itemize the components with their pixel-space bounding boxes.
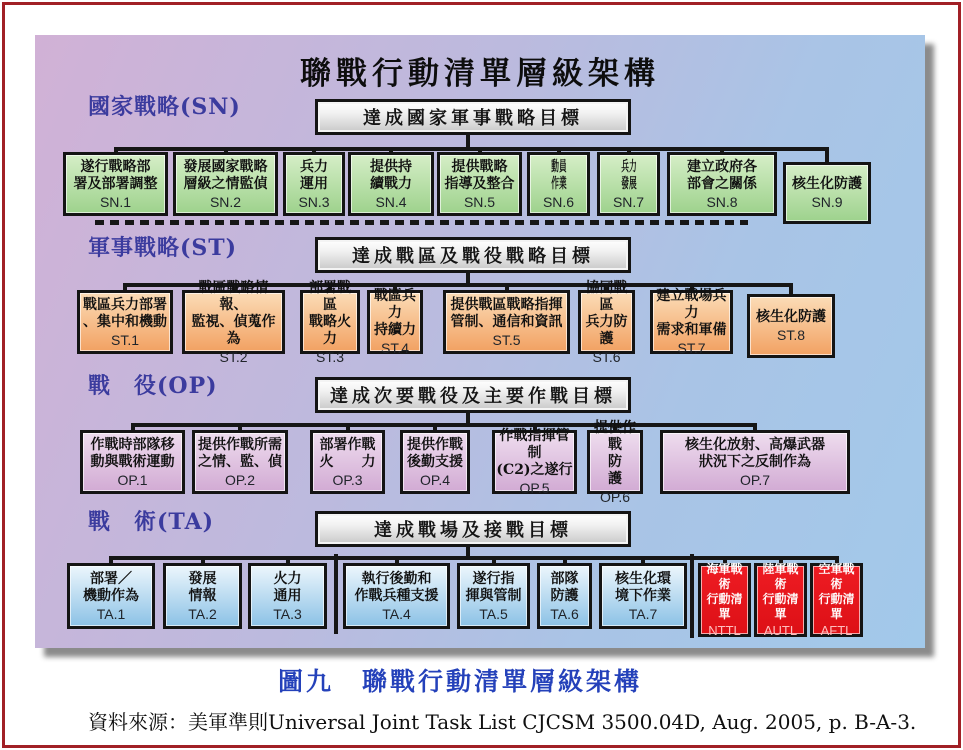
task-text: 發展國家戰略: [183, 158, 268, 175]
task-box-sn-5: [437, 152, 522, 216]
task-box-st-5: [443, 290, 570, 354]
task-text: 戰區戰略情報、: [198, 279, 269, 313]
task-text: 狀況下之反制作為: [699, 453, 811, 470]
task-text: 部署戰區: [309, 279, 351, 313]
task-text: 部會之關係: [687, 175, 757, 192]
task-code: SN.6: [542, 193, 575, 210]
task-box-ta-3: [248, 563, 327, 629]
task-text: 後勤支援: [407, 453, 463, 470]
task-text: 續戰力: [370, 175, 412, 192]
task-box-sn-3: [283, 152, 345, 216]
task-text: 行動清單: [706, 591, 743, 621]
task-code: TA.3: [273, 605, 302, 622]
task-box-ta-1: [67, 563, 155, 629]
task-code: TA.4: [382, 605, 411, 622]
task-text: 提供作戰: [407, 436, 463, 453]
goal-box-st: 達成戰區及戰役戰略目標: [315, 237, 631, 273]
task-text: 陸軍戰術: [762, 561, 799, 591]
task-box-st-3: [300, 279, 360, 365]
task-code: ST.3: [315, 348, 344, 365]
task-text: 作戰兵種支援: [354, 587, 439, 604]
task-text: 防護: [550, 587, 579, 604]
task-text: 兵力防護: [585, 313, 628, 347]
task-text: 作戰時部隊移: [90, 436, 175, 453]
level-label-op: 戰 役(OP): [88, 373, 218, 399]
level-label-sn: 國家戰略(SN): [88, 94, 241, 120]
task-text: 作戰指揮管制: [499, 428, 570, 461]
task-box-ta-6: [537, 563, 592, 629]
task-code: SN.5: [463, 193, 496, 210]
level-label-st: 軍事戰略(ST): [88, 235, 238, 261]
task-box-sn-7: [597, 152, 660, 216]
task-code: AFTL: [820, 622, 853, 638]
task-box-op-3: [310, 430, 385, 494]
connector-bus-ta: [111, 556, 837, 560]
task-text: (C2)之遂行: [496, 462, 573, 478]
task-box-ta-4: [343, 563, 450, 629]
task-text: 建立戰場兵力: [656, 288, 727, 321]
task-text: 管制、通信和資訊: [450, 313, 563, 330]
task-code: AUTL: [763, 622, 798, 638]
connector-bus-op: [133, 423, 756, 427]
task-text: 需求和軍備: [656, 322, 727, 338]
task-code: OP.3: [332, 471, 363, 488]
task-box-st-6: [578, 279, 635, 365]
task-text: 動與戰術運動: [90, 453, 175, 470]
task-text: 戰區兵力部署: [83, 296, 167, 313]
task-box-st-2: [182, 279, 285, 365]
task-text: 提供戰區戰略指揮: [450, 296, 563, 313]
task-box-sn-8: [667, 152, 777, 216]
task-box-ta-2: [163, 563, 242, 629]
task-text: 作業: [550, 175, 567, 192]
task-text: 機動作為: [83, 587, 139, 604]
task-text: 部署／: [90, 570, 132, 587]
task-code: SN.2: [209, 193, 242, 210]
task-text: 行動清單: [762, 591, 799, 621]
level-label-ta: 戰 術(TA): [88, 509, 215, 535]
task-text: 層級之情監偵: [183, 175, 268, 192]
task-code: OP.7: [739, 471, 771, 488]
task-text: 戰略火力: [309, 313, 351, 347]
task-text: 核生化防護: [792, 176, 862, 192]
task-code: ST.2: [219, 348, 248, 365]
task-box-sn-1: [63, 152, 168, 216]
task-text: 核生化防護: [756, 309, 826, 325]
task-text: 提供持: [370, 158, 412, 175]
task-text: 執行後勤和: [361, 570, 432, 587]
task-text: 提供作戰所需: [198, 436, 282, 453]
diagram-title: 聯戰行動清單層級架構: [300, 56, 660, 92]
task-box-st-8: [747, 294, 835, 358]
task-text: 遂行戰略部: [80, 158, 151, 175]
task-text: 提供戰略: [451, 158, 508, 175]
task-code: TA.2: [188, 605, 217, 622]
task-box-st-7: [650, 290, 733, 354]
task-text: 協同戰區: [585, 279, 628, 313]
diagram-panel: [35, 35, 925, 648]
task-box-sn-4: [348, 152, 434, 216]
task-text: 戰區兵力: [374, 288, 416, 321]
task-box-sn-6: [527, 152, 590, 216]
task-box-ta-5: [457, 563, 530, 629]
task-text: 監視、偵蒐作為: [191, 313, 276, 347]
task-text: 提供作戰: [594, 419, 636, 453]
task-code: ST.6: [592, 348, 621, 365]
task-code: OP.2: [224, 471, 256, 488]
task-text: 通用: [273, 587, 302, 604]
task-text: 核生化放射、高爆武器: [685, 436, 825, 453]
task-box-sn-2: [173, 152, 278, 216]
task-text: 、集中和機動: [83, 313, 167, 330]
task-code: ST.8: [776, 327, 805, 343]
task-text: 揮與管制: [465, 587, 522, 604]
task-code: TA.5: [479, 605, 508, 622]
task-text: 兵力: [620, 158, 637, 175]
task-text: 防 護: [608, 453, 650, 487]
task-code: OP.5: [519, 480, 550, 496]
task-text: 發展: [188, 570, 217, 587]
task-text: 境下作業: [615, 587, 671, 604]
task-code: ST.5: [492, 331, 521, 348]
task-code: ST.4: [380, 340, 409, 356]
group-divider-left: [334, 554, 338, 634]
task-box-sn-9: [783, 162, 871, 224]
task-text: 核生化環: [615, 570, 671, 587]
goal-box-sn: 達成國家軍事戰略目標: [315, 99, 631, 135]
task-box-op-4: [400, 430, 470, 494]
task-text: 部署作戰: [319, 436, 376, 453]
task-box-autl: [754, 563, 807, 637]
task-code: ST.1: [110, 331, 139, 348]
task-box-st-1: [77, 290, 173, 354]
task-text: 兵力: [300, 158, 328, 175]
task-text: 行動清單: [818, 591, 855, 621]
task-code: ST.7: [677, 340, 706, 356]
task-box-ta-7: [599, 563, 687, 629]
task-code: OP.4: [419, 471, 451, 488]
task-code: SN.8: [706, 193, 738, 210]
task-box-aftl: [810, 563, 863, 637]
task-text: 部隊: [550, 570, 579, 587]
task-text: 動員: [550, 158, 567, 175]
task-code: SN.1: [99, 193, 132, 210]
task-code: OP.6: [599, 488, 631, 505]
goal-box-op: 達成次要戰役及主要作戰目標: [315, 377, 631, 413]
task-box-st-4: [367, 290, 423, 354]
task-code: TA.6: [550, 605, 579, 622]
task-code: SN.4: [375, 193, 407, 210]
task-code: OP.1: [117, 471, 148, 488]
group-divider-right: [690, 554, 694, 638]
dashed-separator: [95, 220, 748, 225]
task-text: 遂行指: [472, 570, 515, 587]
task-text: 指導及整合: [444, 175, 515, 192]
task-text: 空軍戰術: [818, 561, 855, 591]
task-code: NTTL: [708, 622, 741, 638]
task-text: 火 力: [319, 453, 376, 470]
task-box-op-1: [80, 430, 185, 494]
task-text: 建立政府各: [687, 158, 757, 175]
goal-box-ta: 達成戰場及接戰目標: [315, 511, 631, 547]
task-text: 之情、監、偵: [198, 453, 282, 470]
task-code: TA.1: [96, 605, 126, 622]
task-text: 發展: [620, 175, 637, 192]
task-code: SN.7: [612, 193, 645, 210]
task-box-op-7: [660, 430, 850, 494]
task-code: SN.9: [811, 194, 843, 210]
task-box-nttl: [698, 563, 751, 637]
task-box-op-6: [587, 419, 650, 505]
task-code: TA.7: [628, 605, 658, 622]
task-text: 情報: [188, 587, 217, 604]
task-text: 海軍戰術: [706, 561, 743, 591]
task-code: SN.3: [298, 193, 330, 210]
task-text: 運用: [300, 175, 328, 192]
task-box-op-2: [192, 430, 288, 494]
task-text: 火力: [273, 570, 302, 587]
figure-caption: 圖九 聯戰行動清單層級架構: [277, 667, 642, 696]
task-text: 署及部署調整: [73, 175, 158, 192]
task-box-op-5: [492, 430, 577, 494]
task-text: 持續力: [374, 322, 416, 338]
source-note: 資料來源：美軍準則Universal Joint Task List CJCSM 3500.04D, Aug. 2005, p. B-A-3.: [88, 710, 917, 734]
